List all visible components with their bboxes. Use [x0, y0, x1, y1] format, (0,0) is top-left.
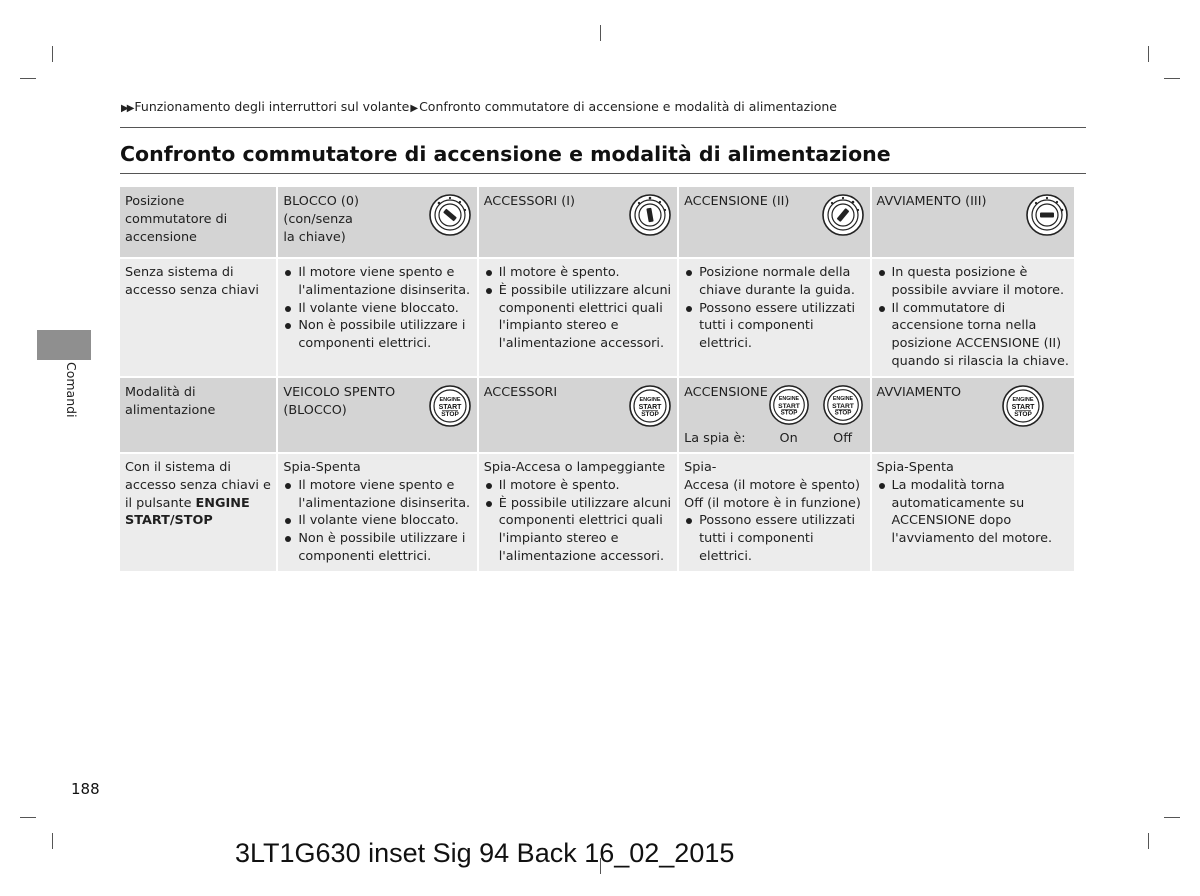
indicator-lamp-row [684, 430, 864, 448]
svg-text:START: START [777, 402, 800, 410]
double-arrow-icon: ▶▶ [121, 103, 133, 114]
table-row [120, 454, 1074, 571]
row-header-label: Modalità di alimentazione [125, 385, 216, 418]
indicator-off-label: Off [833, 431, 853, 446]
cell-label: ACCESSORI (I) [483, 194, 576, 209]
cell-label: AVVIAMENTO [876, 385, 962, 400]
bullet-list [484, 264, 672, 353]
list-item: Possono essere utilizzati tutti i componenti elettrici. [684, 512, 864, 565]
svg-text:START: START [1011, 404, 1035, 411]
row-header [120, 259, 276, 376]
svg-text:START: START [438, 404, 462, 411]
table-cell [278, 378, 476, 452]
list-item: La modalità torna automaticamente su ACCENSIONE dopo l'avviamento del motore. [877, 477, 1069, 548]
engine-start-stop-button-icon [768, 384, 810, 426]
indicator-status: Spia-Spenta [283, 460, 361, 475]
svg-text:ENGINE: ENGINE [832, 396, 853, 403]
crop-mark [52, 46, 53, 62]
crop-mark [1148, 833, 1149, 849]
table-cell [278, 187, 476, 257]
bullet-list [283, 477, 471, 566]
table-cell [679, 187, 869, 257]
table-cell [872, 259, 1074, 376]
table-row [120, 259, 1074, 376]
svg-text:ENGINE: ENGINE [1012, 397, 1034, 403]
indicator-lamp-label: La spia è: [684, 431, 746, 446]
crop-mark [600, 25, 601, 41]
crop-mark [20, 817, 36, 818]
bullet-list [684, 264, 864, 353]
list-item: È possibile utilizzare alcuni componenti elettrici quali l'impianto stereo e l'alimentazione accessori. [484, 495, 672, 566]
list-item: Il commutatore di accensione torna nella posizione ACCENSIONE (II) quando si rilascia la chiave. [877, 300, 1069, 371]
svg-text:ENGINE: ENGINE [639, 397, 661, 403]
table-row [120, 378, 1074, 452]
table-cell [872, 187, 1074, 257]
svg-text:STOP: STOP [834, 409, 852, 417]
row-header [120, 378, 276, 452]
engine-start-stop-button-icon [628, 384, 672, 428]
crop-mark [52, 833, 53, 849]
bullet-list [877, 264, 1069, 371]
ignition-lock-ii-icon [821, 193, 865, 237]
divider [120, 127, 1086, 128]
table-cell [479, 378, 677, 452]
crop-mark [20, 78, 36, 79]
ignition-lock-iii-icon [1025, 193, 1069, 237]
table-cell [872, 454, 1074, 571]
crop-mark [1148, 46, 1149, 62]
table-cell [278, 454, 476, 571]
svg-text:STOP: STOP [440, 411, 459, 418]
svg-text:ENGINE: ENGINE [778, 396, 799, 403]
cell-label: VEICOLO SPENTO (BLOCCO) [283, 385, 396, 418]
section-tab-label: Comandi [64, 362, 79, 418]
cell-label: AVVIAMENTO (III) [876, 194, 987, 209]
row-header [120, 187, 276, 257]
section-tab [37, 330, 91, 360]
breadcrumb-item[interactable]: Funzionamento degli interruttori sul volante [134, 99, 410, 114]
breadcrumb [121, 99, 837, 114]
row-header-bold-label: ENGINE START/STOP [125, 495, 250, 529]
list-item: È possibile utilizzare alcuni componenti elettrici quali l'impianto stereo e l'alimentazione accessori. [484, 282, 672, 353]
crop-mark [1164, 817, 1180, 818]
table-cell [679, 454, 869, 571]
arrow-icon: ▶ [410, 103, 419, 114]
ignition-lock-i-icon [628, 193, 672, 237]
list-item: Il motore è spento. [484, 477, 672, 495]
bullet-list [484, 477, 672, 566]
cell-label: BLOCCO (0) (con/senza la chiave) [283, 194, 359, 245]
list-item: Non è possibile utilizzare i componenti elettrici. [283, 530, 471, 566]
engine-start-stop-button-icon [428, 384, 472, 428]
list-item: Il motore viene spento e l'alimentazione disinserita. [283, 264, 471, 300]
breadcrumb-item[interactable]: Confronto commutatore di accensione e modalità di alimentazione [419, 99, 837, 114]
bullet-list [877, 477, 1069, 548]
table-cell [479, 259, 677, 376]
svg-text:START: START [638, 404, 662, 411]
table-cell [479, 454, 677, 571]
page-title: Confronto commutatore di accensione e modalità di alimentazione [120, 142, 891, 166]
engine-start-stop-button-icon [822, 384, 864, 426]
page-number: 188 [71, 780, 100, 798]
indicator-status: Spia- Accesa (il motore è spento) Off (il motore è in funzione) [684, 460, 861, 511]
cell-label: ACCESSORI [483, 385, 558, 400]
list-item: In questa posizione è possibile avviare il motore. [877, 264, 1069, 300]
list-item: Non è possibile utilizzare i componenti elettrici. [283, 317, 471, 353]
table-cell [679, 259, 869, 376]
list-item: Il volante viene bloccato. [283, 512, 471, 530]
svg-text:STOP: STOP [780, 409, 798, 417]
cell-label: ACCENSIONE (II) [684, 194, 790, 209]
crop-mark [1164, 78, 1180, 79]
svg-text:ENGINE: ENGINE [439, 397, 461, 403]
engine-start-stop-button-pair [768, 384, 864, 426]
row-header [120, 454, 276, 571]
table-cell [479, 187, 677, 257]
list-item: Il volante viene bloccato. [283, 300, 471, 318]
row-header-label: Senza sistema di accesso senza chiavi [125, 265, 259, 298]
list-item: Posizione normale della chiave durante la guida. [684, 264, 864, 300]
table-cell [872, 378, 1074, 452]
svg-text:STOP: STOP [641, 411, 659, 418]
bullet-list [684, 512, 864, 565]
print-slug: 3LT1G630 inset Sig 94 Back 16_02_2015 [235, 838, 735, 868]
list-item: Il motore viene spento e l'alimentazione disinserita. [283, 477, 471, 513]
cell-label: ACCENSIONE [684, 385, 768, 400]
table-cell [679, 378, 869, 452]
engine-start-stop-button-icon [1001, 384, 1045, 428]
indicator-status: Spia-Spenta [876, 460, 954, 475]
indicator-on-label: On [779, 431, 798, 446]
svg-text:START: START [831, 402, 854, 410]
row-header-label: Posizione commutatore di accensione [125, 194, 228, 245]
list-item: Possono essere utilizzati tutti i componenti elettrici. [684, 300, 864, 353]
list-item: Il motore è spento. [484, 264, 672, 282]
bullet-list [283, 264, 471, 353]
comparison-table [118, 185, 1076, 573]
indicator-status: Spia-Accesa o lampeggiante [483, 460, 666, 475]
row-header-label: Con il sistema di accesso senza chiavi e il pulsante [125, 460, 271, 511]
ignition-lock-0-icon [428, 193, 472, 237]
divider [120, 173, 1086, 174]
table-row [120, 187, 1074, 257]
svg-text:STOP: STOP [1014, 411, 1032, 418]
table-cell [278, 259, 476, 376]
